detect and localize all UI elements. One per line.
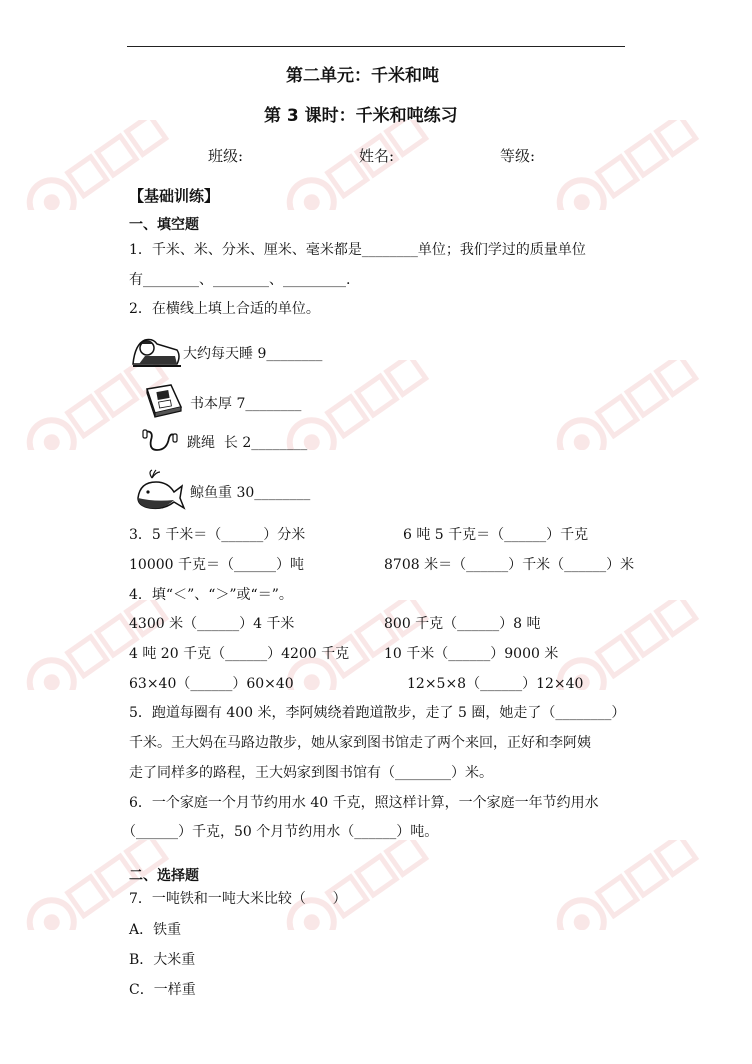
sleeping-child-icon — [131, 334, 183, 372]
name-label: 姓名: — [359, 147, 395, 165]
q7-option-a: A．铁重 — [129, 922, 182, 938]
header-rule — [127, 46, 625, 47]
q4-d: 10 千米（______）9000 米 — [384, 646, 559, 662]
watermark-logo — [270, 840, 460, 930]
q2-item-rope: 跳绳 长 2________ — [187, 435, 308, 451]
q1-line1: 1．千米、米、分米、厘米、毫米都是________单位；我们学过的质量单位 — [129, 242, 586, 258]
section-choice-title: 二、选择题 — [129, 868, 199, 884]
watermark-logo — [540, 360, 730, 450]
q3-c: 10000 千克＝（______）吨 — [129, 557, 304, 573]
q5-line1: 5．跑道每圈有 400 米，李阿姨绕着跑道散步，走了 5 圈，她走了（________） — [129, 705, 626, 721]
q4-c: 4 吨 20 千克（______）4200 千克 — [129, 646, 350, 662]
q3-a: 3．5 千米＝（______）分米 — [129, 527, 306, 543]
q3-b: 6 吨 5 千克＝（______）千克 — [403, 527, 589, 543]
section-basic: 【基础训练】 — [129, 187, 220, 205]
unit-title: 第二单元：千米和吨 — [286, 66, 439, 86]
q7-option-b: B．大米重 — [129, 952, 196, 968]
q2-item-sleep: 大约每天睡 9________ — [183, 346, 323, 362]
book-icon — [141, 383, 185, 419]
q4-b: 800 千克（______）8 吨 — [384, 616, 541, 632]
q1-line2: 有________、________、_________. — [129, 272, 351, 288]
grade-label: 等级: — [500, 147, 536, 165]
section-fill-title: 一、填空题 — [129, 217, 199, 233]
watermark-logo — [540, 840, 730, 930]
q4-text: 4．填“＜”、“＞”或“＝”。 — [129, 587, 293, 603]
q4-e: 63×40（______）60×40 — [129, 676, 294, 692]
q6-line1: 6．一个家庭一个月节约用水 40 千克，照这样计算，一个家庭一年节约用水 — [129, 795, 599, 811]
q2-text: 2．在横线上填上合适的单位。 — [129, 301, 320, 317]
q3-d: 8708 米＝（______）千米（______）米 — [384, 557, 635, 573]
q7-option-c: C．一样重 — [129, 982, 196, 998]
q5-line3: 走了同样多的路程，王大妈家到图书馆有（________）米。 — [129, 765, 493, 781]
q6-line2: （______）千克，50 个月节约用水（______）吨。 — [122, 824, 439, 840]
q4-a: 4300 米（______）4 千米 — [129, 616, 295, 632]
whale-icon — [134, 468, 186, 514]
lesson-title: 第 3 课时：千米和吨练习 — [264, 106, 458, 126]
q7-text: 7．一吨铁和一吨大米比较（ ） — [129, 891, 347, 907]
q2-item-book: 书本厚 7________ — [190, 396, 302, 412]
jump-rope-icon — [141, 428, 181, 458]
q2-item-whale: 鲸鱼重 30________ — [190, 485, 311, 501]
class-label: 班级: — [208, 147, 244, 165]
watermark-logo — [540, 120, 730, 210]
q5-line2: 千米。王大妈在马路边散步，她从家到图书馆走了两个来回，正好和李阿姨 — [129, 735, 591, 751]
q4-f: 12×5×8（______）12×40 — [407, 676, 584, 692]
